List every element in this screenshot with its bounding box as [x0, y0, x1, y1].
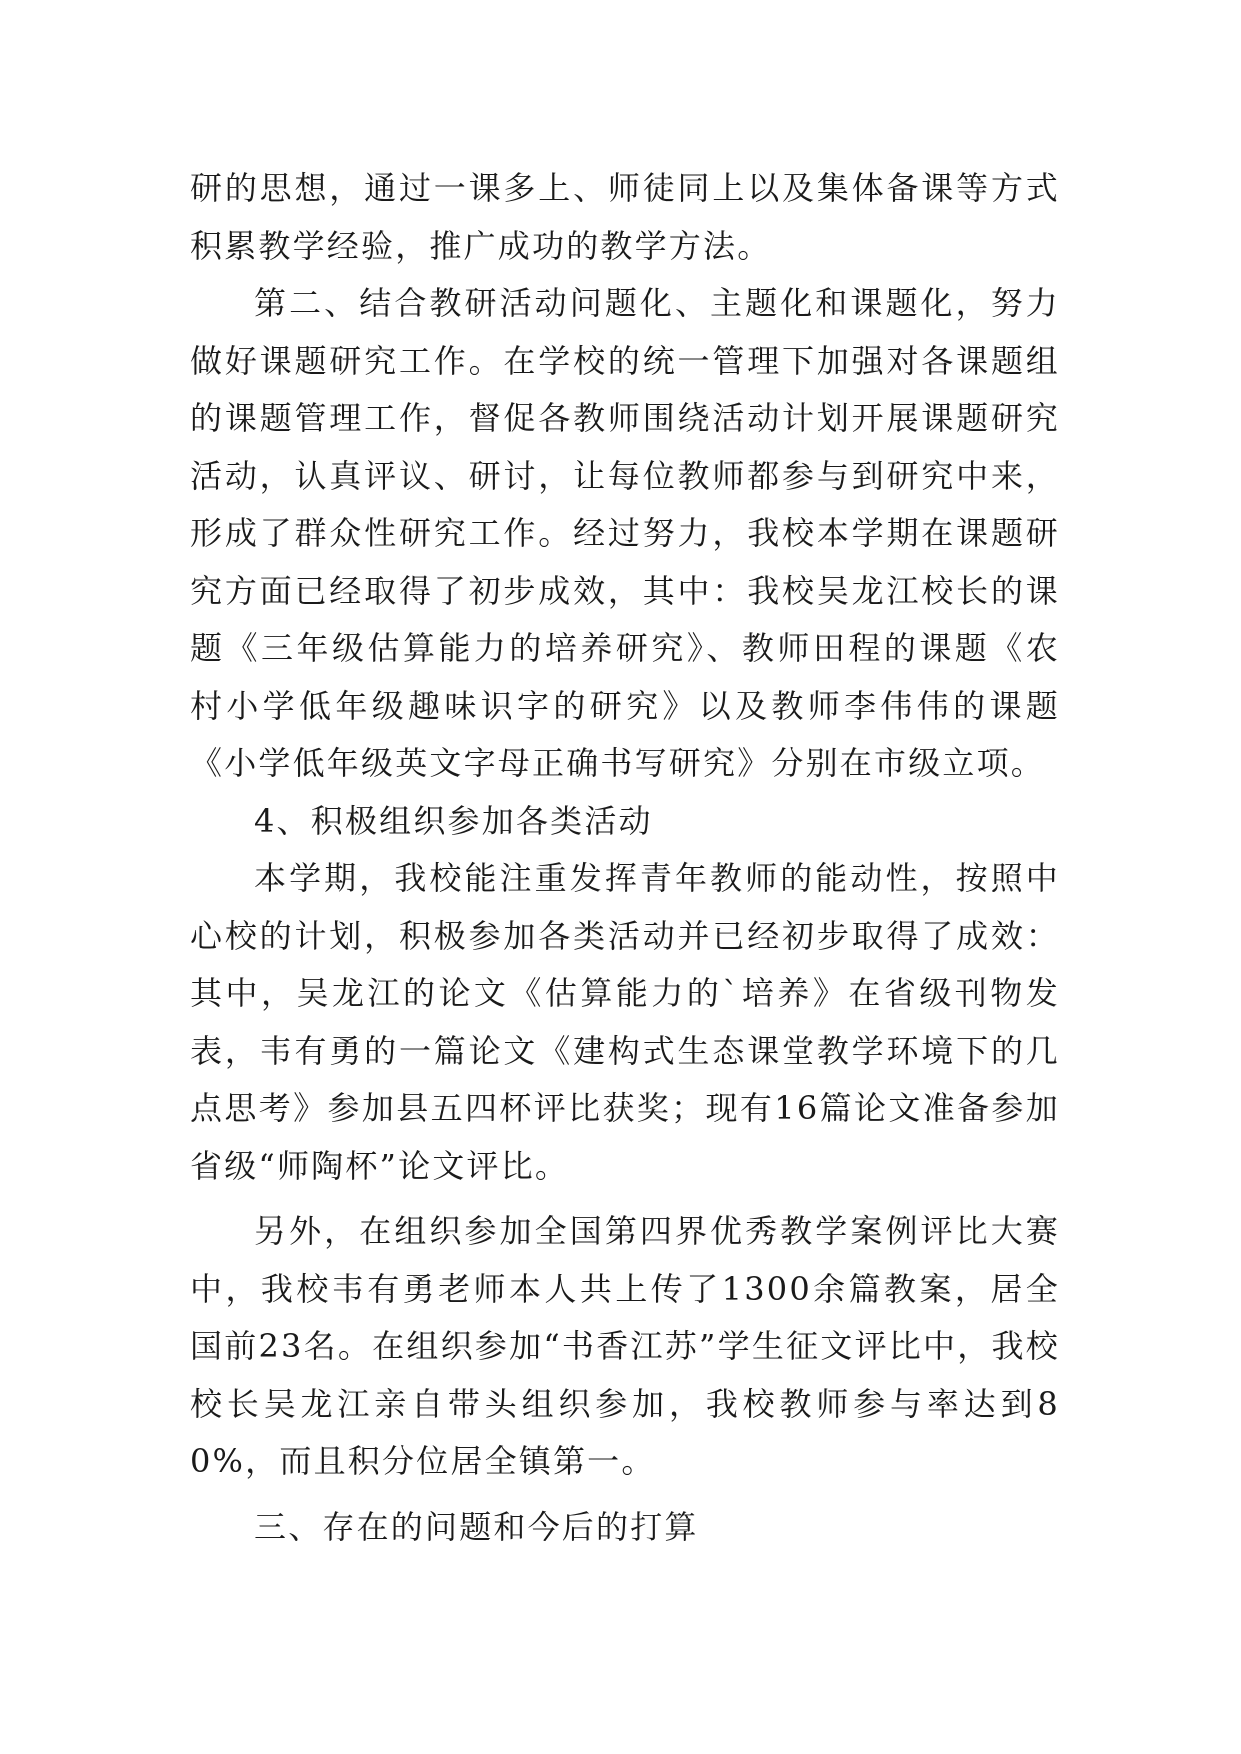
- paragraph-continuation: 研的思想，通过一课多上、师徒同上以及集体备课等方式积累教学经验，推广成功的教学方法。: [190, 169, 1060, 265]
- section-heading-problems: 三、存在的问题和今后的打算: [254, 1507, 699, 1546]
- section-heading-activities: 4、积极组织参加各类活动: [254, 801, 653, 840]
- paragraph-activities: 本学期，我校能注重发挥青年教师的能动性，按照中心校的计划，积极参加各类活动并已经初步取得了成效：其中，吴龙江的论文《估算能力的`培养》在省级刊物发表，韦有勇的一篇论文《建构式生态课堂教学环境下的几点思考》参加县五四杯评比获奖；现有16篇论文准备参加省级“师陶杯”论文评比。: [190, 859, 1060, 1185]
- paragraph-competitions: 另外，在组织参加全国第四界优秀教学案例评比大赛中，我校韦有勇老师本人共上传了1300余篇教案，居全国前23名。在组织参加“书香江苏”学生征文评比中，我校校长吴龙江亲自带头组织参加，我校教师参与率达到80%，而且积分位居全镇第一。: [190, 1212, 1060, 1480]
- paragraph-research-projects: 第二、结合教研活动问题化、主题化和课题化，努力做好课题研究工作。在学校的统一管理下加强对各课题组的课题管理工作，督促各教师围绕活动计划开展课题研究活动，认真评议、研讨，让每位教师都参与到研究中来，形成了群众性研究工作。经过努力，我校本学期在课题研究方面已经取得了初步成效，其中：我校吴龙江校长的课题《三年级估算能力的培养研究》、教师田程的课题《农村小学低年级趣味识字的研究》以及教师李伟伟的课题《小学低年级英文字母正确书写研究》分别在市级立项。: [190, 284, 1060, 782]
- document-body: [190, 160, 1060, 1556]
